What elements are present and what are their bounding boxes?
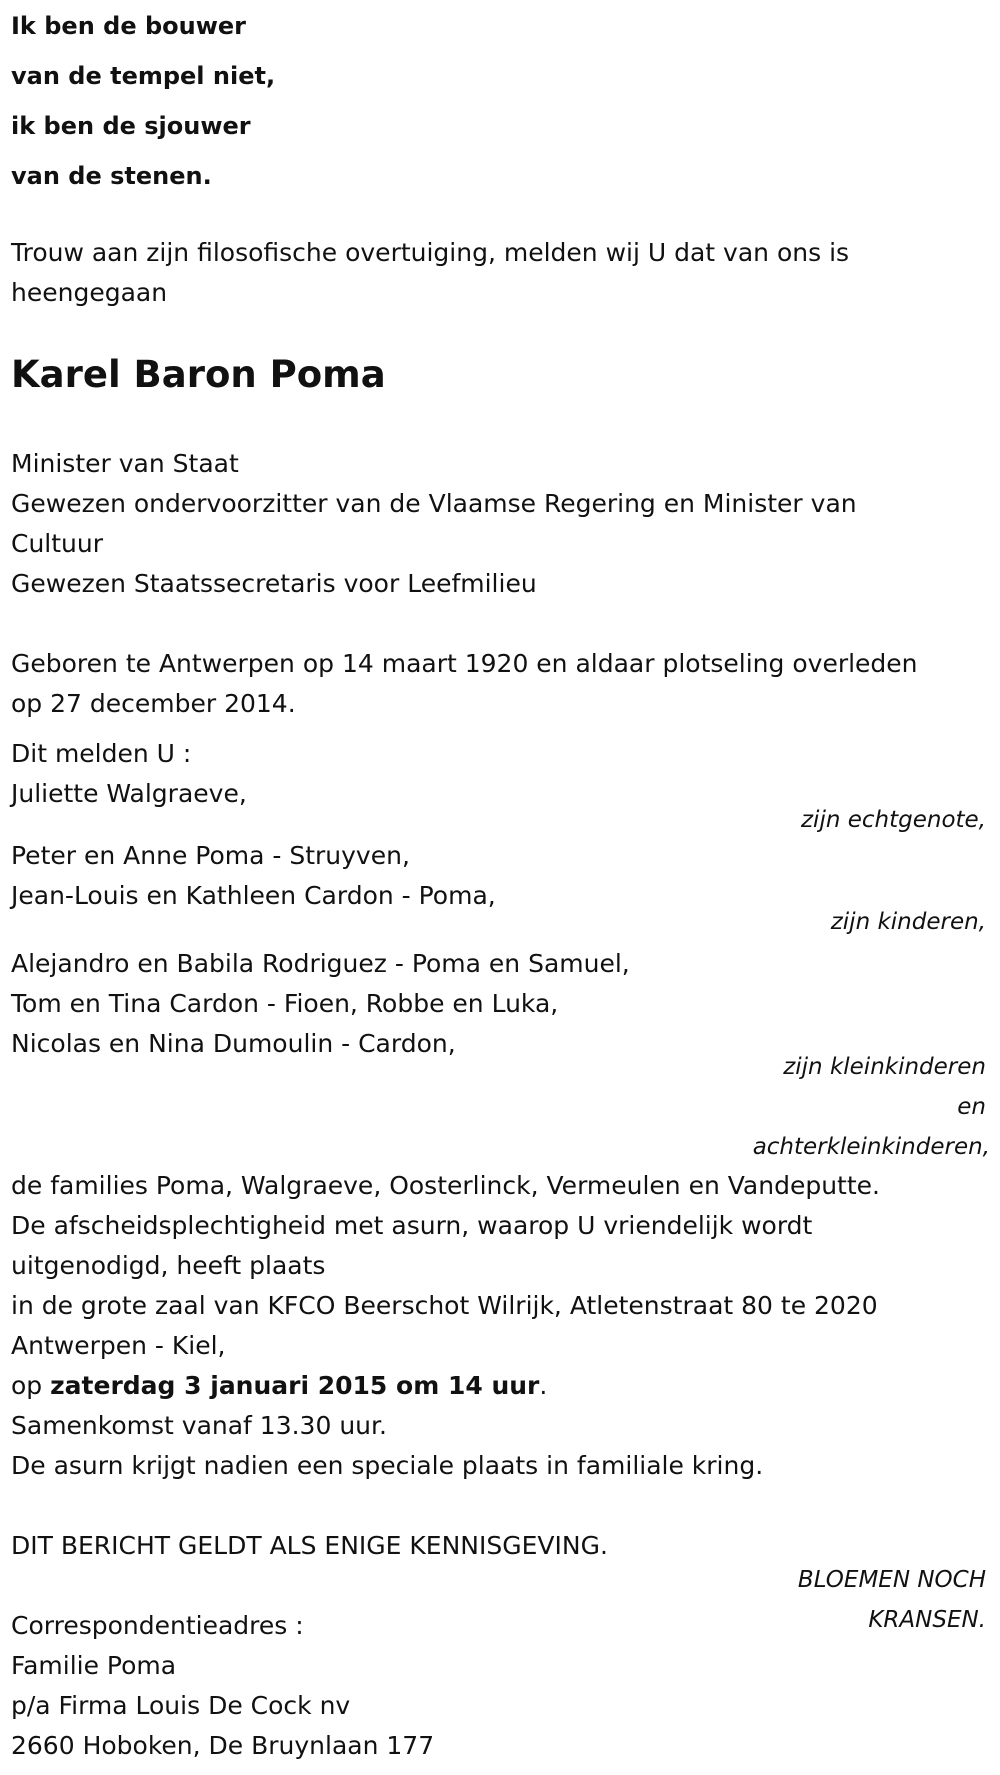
child-line: Jean-Louis en Kathleen Cardon - Poma, (11, 881, 496, 910)
deceased-name: Karel Baron Poma (11, 353, 386, 396)
ceremony-line: in de grote zaal van KFCO Beerschot Wilrijk, Atletenstraat 80 te 2020 (11, 1291, 878, 1320)
grandchildren-relation: achterkleinkinderen, (752, 1134, 990, 1160)
grandchildren-relation: en (957, 1094, 986, 1120)
title-line: Gewezen Staatssecretaris voor Leefmilieu (11, 569, 537, 598)
flowers-line: KRANSEN. (868, 1607, 986, 1633)
grandchild-line: Alejandro en Babila Rodriguez - Poma en Samuel, (11, 949, 630, 978)
birth-death-line: op 27 december 2014. (11, 689, 296, 718)
intro-line: Trouw aan zijn filosofische overtuiging, melden wij U dat van ons is (11, 238, 850, 267)
correspondence-label: Correspondentieadres : (11, 1611, 304, 1640)
ceremony-date-suffix: . (539, 1371, 548, 1400)
motto-line: van de tempel niet, (11, 62, 276, 90)
flowers-line: BLOEMEN NOCH (797, 1567, 986, 1593)
gathering-line: Samenkomst vanaf 13.30 uur. (11, 1411, 387, 1440)
grandchildren-relation: zijn kleinkinderen (783, 1054, 986, 1080)
correspondence-line: 2660 Hoboken, De Bruynlaan 177 (11, 1731, 435, 1760)
obituary-notice (11, 0, 1000, 1775)
spouse-name: Juliette Walgraeve, (11, 779, 247, 808)
notice-line: DIT BERICHT GELDT ALS ENIGE KENNISGEVING. (11, 1531, 608, 1560)
grandchild-line: Tom en Tina Cardon - Fioen, Robbe en Luka, (11, 989, 559, 1018)
families-line: de families Poma, Walgraeve, Oosterlinck, Vermeulen en Vandeputte. (11, 1171, 880, 1200)
ceremony-date-bold: zaterdag 3 januari 2015 om 14 uur (50, 1371, 540, 1400)
ceremony-date-prefix: op (11, 1371, 51, 1400)
grandchild-line: Nicolas en Nina Dumoulin - Cardon, (11, 1029, 456, 1058)
birth-death-line: Geboren te Antwerpen op 14 maart 1920 en aldaar plotseling overleden (11, 649, 918, 678)
ceremony-line: Antwerpen - Kiel, (11, 1331, 226, 1360)
children-relation: zijn kinderen, (830, 909, 986, 935)
title-line: Gewezen ondervoorzitter van de Vlaamse Regering en Minister van (11, 489, 857, 518)
spouse-relation: zijn echtgenote, (800, 807, 986, 833)
motto-line: ik ben de sjouwer (11, 112, 251, 140)
announcers-label: Dit melden U : (11, 739, 192, 768)
motto-line: van de stenen. (11, 162, 212, 190)
motto-line: Ik ben de bouwer (11, 12, 246, 40)
intro-line: heengegaan (11, 278, 168, 307)
title-line: Cultuur (11, 529, 104, 558)
title-line: Minister van Staat (11, 449, 239, 478)
ceremony-line: De afscheidsplechtigheid met asurn, waarop U vriendelijk wordt (11, 1211, 813, 1240)
ceremony-date (11, 1366, 547, 1406)
child-line: Peter en Anne Poma - Struyven, (11, 841, 410, 870)
correspondence-line: Familie Poma (11, 1651, 177, 1680)
urn-line: De asurn krijgt nadien een speciale plaats in familiale kring. (11, 1451, 764, 1480)
correspondence-line: p/a Firma Louis De Cock nv (11, 1691, 351, 1720)
ceremony-line: uitgenodigd, heeft plaats (11, 1251, 326, 1280)
